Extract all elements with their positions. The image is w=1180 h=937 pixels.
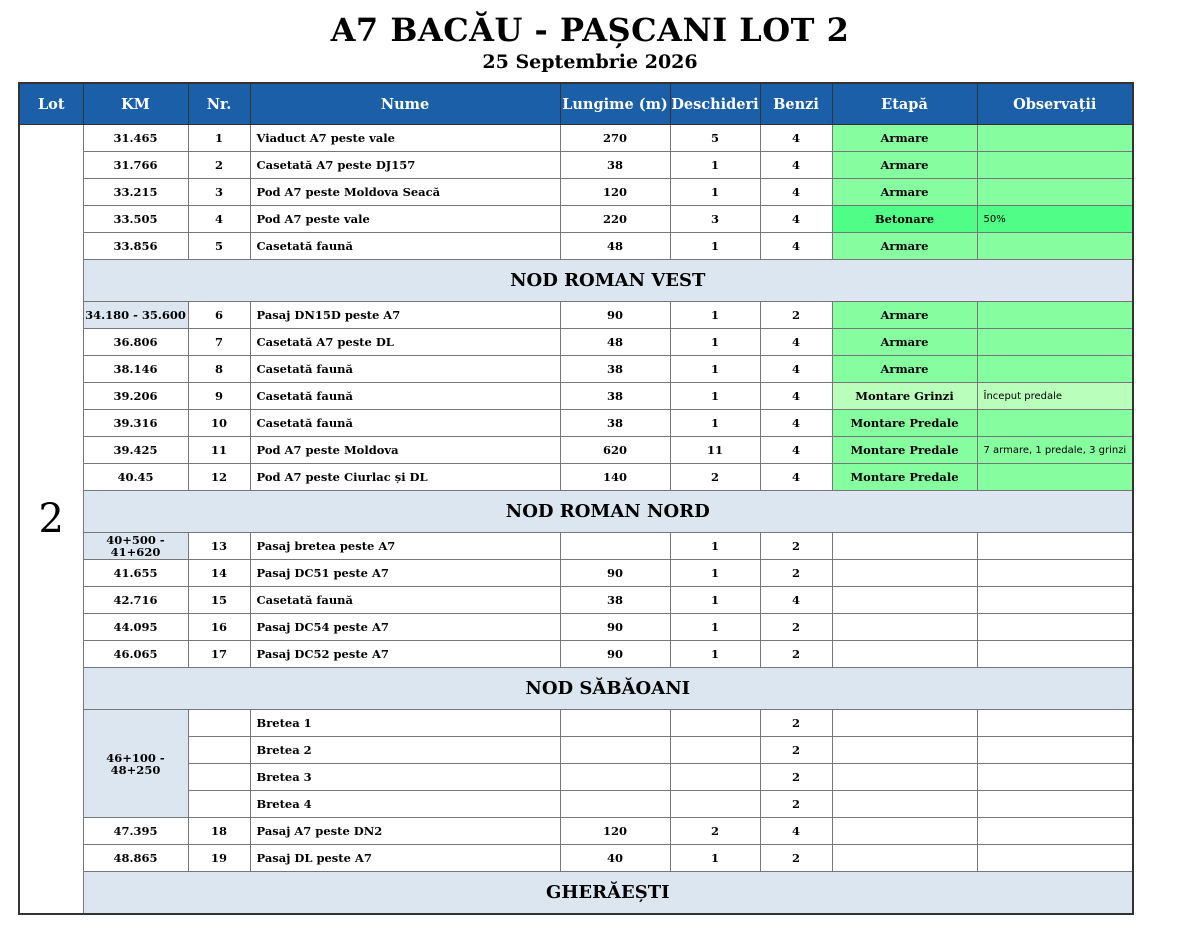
km-cell: 46+100 - 48+250: [83, 710, 188, 818]
nume-cell: Casetată faună: [250, 233, 560, 260]
etapa-cell: Montare Predale: [832, 437, 977, 464]
km-cell: 48.865: [83, 845, 188, 872]
observatii-cell: [977, 641, 1133, 668]
table-row: [19, 464, 1133, 491]
km-cell: 38.146: [83, 356, 188, 383]
observatii-cell: [977, 329, 1133, 356]
benzi-cell: 2: [760, 764, 832, 791]
nr-cell: 5: [188, 233, 250, 260]
nume-cell: Pasaj bretea peste A7: [250, 533, 560, 560]
km-cell: 34.180 - 35.600: [83, 302, 188, 329]
etapa-cell: Montare Predale: [832, 464, 977, 491]
lungime-cell: [560, 764, 670, 791]
km-cell: 40+500 - 41+620: [83, 533, 188, 560]
lungime-cell: 38: [560, 410, 670, 437]
nr-cell: [188, 737, 250, 764]
benzi-cell: 4: [760, 233, 832, 260]
observatii-cell: [977, 764, 1133, 791]
nume-cell: Pasaj DC54 peste A7: [250, 614, 560, 641]
section-gheraesti: GHERĂEȘTI: [83, 872, 1133, 914]
lungime-cell: 90: [560, 302, 670, 329]
deschideri-cell: 5: [670, 125, 760, 152]
etapa-cell: [832, 710, 977, 737]
observatii-cell: [977, 818, 1133, 845]
nr-cell: 7: [188, 329, 250, 356]
deschideri-cell: [670, 764, 760, 791]
etapa-cell: [832, 614, 977, 641]
table-header-row: [19, 83, 1133, 125]
etapa-cell: [832, 533, 977, 560]
observatii-cell: [977, 125, 1133, 152]
etapa-cell: [832, 587, 977, 614]
lungime-cell: 120: [560, 179, 670, 206]
etapa-cell: Armare: [832, 125, 977, 152]
section-row: [19, 668, 1133, 710]
lungime-cell: 38: [560, 587, 670, 614]
lungime-cell: [560, 791, 670, 818]
observatii-cell: [977, 410, 1133, 437]
table-row: [19, 641, 1133, 668]
lungime-cell: 90: [560, 614, 670, 641]
benzi-cell: 4: [760, 383, 832, 410]
lungime-cell: [560, 533, 670, 560]
km-cell: 42.716: [83, 587, 188, 614]
nr-cell: [188, 710, 250, 737]
lungime-cell: [560, 710, 670, 737]
nume-cell: Pasaj DN15D peste A7: [250, 302, 560, 329]
benzi-cell: 4: [760, 206, 832, 233]
km-cell: 33.215: [83, 179, 188, 206]
km-cell: 33.505: [83, 206, 188, 233]
benzi-cell: 2: [760, 791, 832, 818]
table-row: [19, 560, 1133, 587]
nume-cell: Pasaj A7 peste DN2: [250, 818, 560, 845]
deschideri-cell: [670, 710, 760, 737]
nr-cell: 10: [188, 410, 250, 437]
observatii-cell: Început predale: [977, 383, 1133, 410]
table-row: [19, 206, 1133, 233]
nr-cell: 8: [188, 356, 250, 383]
nume-cell: Casetată faună: [250, 587, 560, 614]
table-row: [19, 533, 1133, 560]
nr-cell: 19: [188, 845, 250, 872]
deschideri-cell: 1: [670, 329, 760, 356]
observatii-cell: [977, 302, 1133, 329]
deschideri-cell: 11: [670, 437, 760, 464]
lungime-cell: 620: [560, 437, 670, 464]
deschideri-cell: 1: [670, 845, 760, 872]
col-header-deschideri: Deschideri: [670, 83, 760, 125]
section-row: [19, 260, 1133, 302]
nr-cell: 11: [188, 437, 250, 464]
nume-cell: Pasaj DC52 peste A7: [250, 641, 560, 668]
lungime-cell: 220: [560, 206, 670, 233]
deschideri-cell: 1: [670, 560, 760, 587]
lungime-cell: 270: [560, 125, 670, 152]
benzi-cell: 2: [760, 845, 832, 872]
observatii-cell: [977, 737, 1133, 764]
col-header-lot: Lot: [19, 83, 83, 125]
benzi-cell: 2: [760, 560, 832, 587]
deschideri-cell: 1: [670, 587, 760, 614]
etapa-cell: Armare: [832, 152, 977, 179]
benzi-cell: 2: [760, 302, 832, 329]
observatii-cell: [977, 464, 1133, 491]
table-row: [19, 179, 1133, 206]
col-header-benzi: Benzi: [760, 83, 832, 125]
col-header-etapa: Etapă: [832, 83, 977, 125]
nume-cell: Viaduct A7 peste vale: [250, 125, 560, 152]
lungime-cell: 90: [560, 641, 670, 668]
table-row: [19, 152, 1133, 179]
nr-cell: [188, 791, 250, 818]
table-row: [19, 356, 1133, 383]
nr-cell: 15: [188, 587, 250, 614]
benzi-cell: 4: [760, 437, 832, 464]
nume-cell: Pod A7 peste vale: [250, 206, 560, 233]
section-row: [19, 491, 1133, 533]
nume-cell: Pasaj DC51 peste A7: [250, 560, 560, 587]
observatii-cell: [977, 845, 1133, 872]
benzi-cell: 2: [760, 710, 832, 737]
lungime-cell: 38: [560, 383, 670, 410]
lungime-cell: 48: [560, 329, 670, 356]
etapa-cell: Armare: [832, 356, 977, 383]
observatii-cell: [977, 791, 1133, 818]
nume-cell: Pasaj DL peste A7: [250, 845, 560, 872]
col-header-km: KM: [83, 83, 188, 125]
observatii-cell: [977, 560, 1133, 587]
benzi-cell: 2: [760, 614, 832, 641]
deschideri-cell: 1: [670, 410, 760, 437]
table-row: [19, 437, 1133, 464]
km-cell: 31.465: [83, 125, 188, 152]
observatii-cell: [977, 356, 1133, 383]
table-row: [19, 614, 1133, 641]
benzi-cell: 4: [760, 410, 832, 437]
nume-cell: Casetată A7 peste DJ157: [250, 152, 560, 179]
benzi-cell: 4: [760, 464, 832, 491]
deschideri-cell: 1: [670, 383, 760, 410]
nr-cell: 18: [188, 818, 250, 845]
observatii-cell: [977, 152, 1133, 179]
observatii-cell: [977, 233, 1133, 260]
lot-number: 2: [19, 125, 83, 914]
deschideri-cell: 3: [670, 206, 760, 233]
section-nod-roman-vest: NOD ROMAN VEST: [83, 260, 1133, 302]
col-header-nume: Nume: [250, 83, 560, 125]
lungime-cell: 38: [560, 356, 670, 383]
table-row: [19, 710, 1133, 737]
nr-cell: 4: [188, 206, 250, 233]
observatii-cell: [977, 587, 1133, 614]
nr-cell: 14: [188, 560, 250, 587]
col-header-observatii: Observații: [977, 83, 1133, 125]
nume-cell: Bretea 1: [250, 710, 560, 737]
nume-cell: Pod A7 peste Moldova Seacă: [250, 179, 560, 206]
benzi-cell: 4: [760, 329, 832, 356]
km-cell: 39.425: [83, 437, 188, 464]
nume-cell: Bretea 3: [250, 764, 560, 791]
lungime-cell: 140: [560, 464, 670, 491]
bridges-table: [18, 82, 1134, 915]
nr-cell: 1: [188, 125, 250, 152]
section-row: [19, 872, 1133, 914]
nr-cell: 6: [188, 302, 250, 329]
col-header-lungime: Lungime (m): [560, 83, 670, 125]
etapa-cell: Montare Predale: [832, 410, 977, 437]
lungime-cell: 48: [560, 233, 670, 260]
km-cell: 39.206: [83, 383, 188, 410]
lungime-cell: [560, 737, 670, 764]
etapa-cell: [832, 764, 977, 791]
etapa-cell: Armare: [832, 329, 977, 356]
nr-cell: 3: [188, 179, 250, 206]
nr-cell: 12: [188, 464, 250, 491]
etapa-cell: Armare: [832, 233, 977, 260]
km-cell: 44.095: [83, 614, 188, 641]
deschideri-cell: 1: [670, 614, 760, 641]
etapa-cell: Betonare: [832, 206, 977, 233]
table-row: [19, 818, 1133, 845]
etapa-cell: Montare Grinzi: [832, 383, 977, 410]
deschideri-cell: 1: [670, 533, 760, 560]
benzi-cell: 2: [760, 533, 832, 560]
deschideri-cell: 1: [670, 641, 760, 668]
table-row: [19, 410, 1133, 437]
nr-cell: 2: [188, 152, 250, 179]
etapa-cell: Armare: [832, 179, 977, 206]
nume-cell: Casetată faună: [250, 383, 560, 410]
benzi-cell: 4: [760, 152, 832, 179]
nume-cell: Casetată A7 peste DL: [250, 329, 560, 356]
benzi-cell: 4: [760, 587, 832, 614]
nr-cell: [188, 764, 250, 791]
nume-cell: Bretea 4: [250, 791, 560, 818]
lungime-cell: 90: [560, 560, 670, 587]
section-nod-sabaoani: NOD SĂBĂOANI: [83, 668, 1133, 710]
deschideri-cell: [670, 791, 760, 818]
deschideri-cell: [670, 737, 760, 764]
table-row: [19, 125, 1133, 152]
deschideri-cell: 2: [670, 464, 760, 491]
km-cell: 41.655: [83, 560, 188, 587]
lungime-cell: 40: [560, 845, 670, 872]
benzi-cell: 4: [760, 356, 832, 383]
benzi-cell: 4: [760, 818, 832, 845]
table-row: [19, 587, 1133, 614]
etapa-cell: [832, 737, 977, 764]
etapa-cell: [832, 791, 977, 818]
km-cell: 33.856: [83, 233, 188, 260]
etapa-cell: [832, 818, 977, 845]
benzi-cell: 2: [760, 641, 832, 668]
etapa-cell: [832, 641, 977, 668]
deschideri-cell: 1: [670, 152, 760, 179]
nr-cell: 9: [188, 383, 250, 410]
observatii-cell: 7 armare, 1 predale, 3 grinzi: [977, 437, 1133, 464]
table-row: [19, 233, 1133, 260]
table-row: [19, 329, 1133, 356]
observatii-cell: [977, 533, 1133, 560]
page-date: 25 Septembrie 2026: [482, 51, 698, 73]
km-cell: 36.806: [83, 329, 188, 356]
etapa-cell: Armare: [832, 302, 977, 329]
nr-cell: 13: [188, 533, 250, 560]
nume-cell: Casetată faună: [250, 356, 560, 383]
km-cell: 40.45: [83, 464, 188, 491]
deschideri-cell: 1: [670, 356, 760, 383]
etapa-cell: [832, 560, 977, 587]
table-row: [19, 302, 1133, 329]
etapa-cell: [832, 845, 977, 872]
deschideri-cell: 1: [670, 302, 760, 329]
observatii-cell: [977, 179, 1133, 206]
benzi-cell: 4: [760, 125, 832, 152]
deschideri-cell: 2: [670, 818, 760, 845]
nr-cell: 17: [188, 641, 250, 668]
km-cell: 46.065: [83, 641, 188, 668]
page-title: A7 BACĂU - PAȘCANI LOT 2: [330, 11, 850, 49]
nr-cell: 16: [188, 614, 250, 641]
lungime-cell: 38: [560, 152, 670, 179]
observatii-cell: [977, 614, 1133, 641]
deschideri-cell: 1: [670, 179, 760, 206]
lungime-cell: 120: [560, 818, 670, 845]
nume-cell: Pod A7 peste Moldova: [250, 437, 560, 464]
nume-cell: Pod A7 peste Ciurlac și DL: [250, 464, 560, 491]
table-row: [19, 383, 1133, 410]
observatii-cell: 50%: [977, 206, 1133, 233]
benzi-cell: 4: [760, 179, 832, 206]
nume-cell: Casetată faună: [250, 410, 560, 437]
section-nod-roman-nord: NOD ROMAN NORD: [83, 491, 1133, 533]
col-header-nr: Nr.: [188, 83, 250, 125]
deschideri-cell: 1: [670, 233, 760, 260]
table-row: [19, 845, 1133, 872]
km-cell: 47.395: [83, 818, 188, 845]
nume-cell: Bretea 2: [250, 737, 560, 764]
km-cell: 39.316: [83, 410, 188, 437]
benzi-cell: 2: [760, 737, 832, 764]
observatii-cell: [977, 710, 1133, 737]
km-cell: 31.766: [83, 152, 188, 179]
